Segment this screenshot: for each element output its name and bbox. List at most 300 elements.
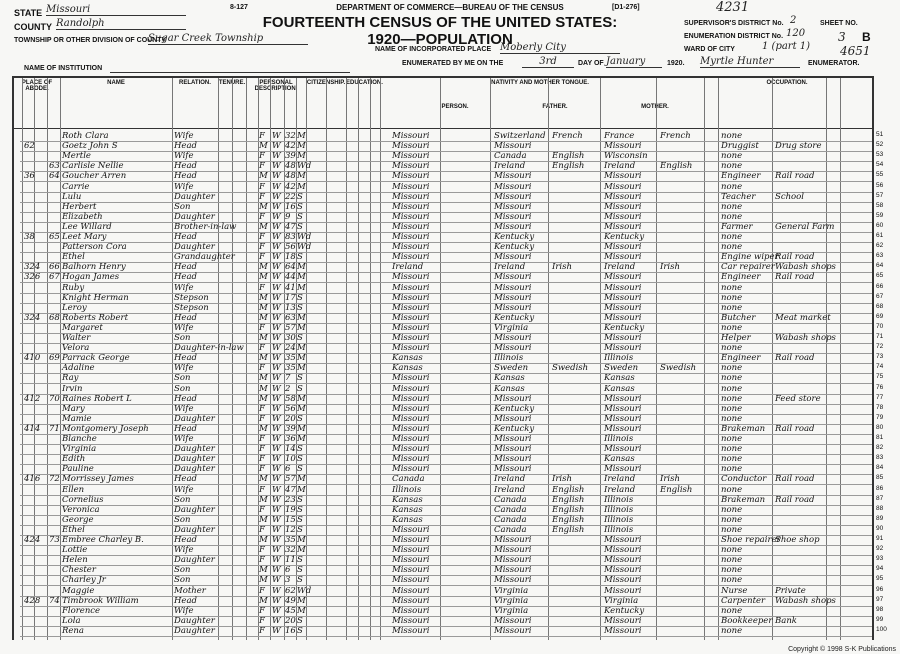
cell-name: Irvin	[62, 383, 83, 394]
cell-name: Roth Clara	[62, 131, 109, 141]
cell-rel: Daughter	[174, 625, 215, 636]
cell-rel: Daughter	[174, 444, 215, 455]
cell-fbp: Missouri	[494, 201, 532, 212]
enumerated-month: January	[606, 56, 662, 68]
cell-mbp: Missouri	[604, 393, 642, 404]
township-label: TOWNSHIP OR OTHER DIVISION OF COUNTY	[14, 37, 167, 44]
cell-ind: Rail road	[775, 171, 815, 182]
cell-house: 414	[24, 423, 41, 434]
cell-race: W	[272, 232, 281, 242]
cell-mt: English	[660, 161, 693, 172]
cell-ft: English	[552, 514, 585, 525]
cell-name: Elizabeth	[62, 211, 103, 222]
copyright-footer: Copyright © 1998 S-K Publications	[788, 646, 896, 653]
cell-fbp: Missouri	[494, 575, 532, 586]
cell-mbp: Missouri	[604, 585, 642, 596]
line-number: 80	[876, 423, 884, 431]
cell-ms: S	[297, 575, 303, 586]
cell-occ: none	[721, 434, 743, 444]
sub-mother: MOTHER.	[641, 104, 669, 110]
cell-fbp: Canada	[494, 151, 527, 162]
cell-age: 32	[285, 131, 296, 141]
cell-name: Mertle	[62, 151, 91, 162]
cell-rel: Head	[174, 393, 197, 404]
line-number: 74	[876, 363, 884, 371]
ref-code: [D1-276]	[612, 4, 640, 11]
cell-bp: Missouri	[392, 413, 430, 424]
cell-age: 56	[285, 403, 296, 414]
cell-rel: Daughter	[174, 242, 215, 253]
cell-occ: none	[721, 343, 743, 354]
cell-occ: none	[721, 444, 743, 455]
cell-bp: Missouri	[392, 211, 430, 222]
cell-race: W	[272, 393, 281, 404]
cell-sex: M	[259, 565, 268, 576]
cell-rel: Wife	[174, 363, 194, 374]
cell-age: 24	[285, 343, 296, 354]
cell-race: W	[272, 333, 281, 343]
cell-bp: Missouri	[392, 444, 430, 455]
cell-occ: none	[721, 161, 743, 172]
cell-fbp: Missouri	[494, 535, 532, 545]
cell-bp: Missouri	[392, 161, 430, 172]
cell-sex: F	[259, 484, 265, 495]
cell-ms: M	[297, 605, 306, 616]
cell-age: 15	[285, 514, 296, 525]
cell-mbp: Missouri	[604, 444, 642, 455]
cell-fbp: Canada	[494, 514, 527, 525]
cell-occ: none	[721, 363, 743, 374]
cell-fbp: Illinois	[494, 353, 524, 364]
cell-occ: Brakeman	[721, 494, 766, 505]
cell-name: Morrissey James	[62, 474, 134, 485]
cell-name: Helen	[62, 555, 88, 566]
cell-occ: none	[721, 403, 743, 414]
line-number: 92	[876, 545, 884, 553]
cell-mt: Irish	[660, 262, 680, 273]
cell-rel: Wife	[174, 282, 194, 293]
cell-sex: M	[259, 353, 268, 364]
cell-name: Knight Herman	[62, 292, 129, 303]
cell-occ: none	[721, 322, 743, 333]
cell-ms: S	[297, 565, 303, 576]
cell-ind: Bank	[775, 615, 797, 626]
state-value: Missouri	[46, 4, 186, 16]
cell-occ: Engineer	[721, 171, 761, 182]
cell-race: W	[272, 312, 281, 323]
cell-bp: Missouri	[392, 131, 430, 141]
cell-race: W	[272, 504, 281, 515]
cell-mbp: Missouri	[604, 302, 642, 313]
cell-bp: Missouri	[392, 605, 430, 616]
cell-mbp: Kentucky	[604, 322, 645, 333]
cell-bp: Missouri	[392, 555, 430, 566]
cell-age: 45	[285, 605, 296, 616]
cell-age: 57	[285, 322, 296, 333]
cell-race: W	[272, 545, 281, 556]
cell-ms: M	[297, 131, 306, 141]
cell-fbp: Missouri	[494, 545, 532, 556]
cell-mbp: Ireland	[604, 484, 636, 495]
county-value: Randolph	[56, 18, 186, 30]
cell-mbp: Missouri	[604, 535, 642, 545]
cell-rel: Head	[174, 474, 197, 485]
cell-name: George	[62, 514, 94, 525]
cell-mt: Swedish	[660, 363, 697, 374]
cell-race: W	[272, 272, 281, 283]
line-number: 95	[876, 575, 884, 583]
cell-mbp: Missouri	[604, 191, 642, 202]
cell-fbp: Missouri	[494, 211, 532, 222]
cell-ms: S	[297, 333, 303, 343]
col-nativity: NATIVITY AND MOTHER TONGUE.	[491, 80, 589, 86]
cell-rel: Wife	[174, 484, 194, 495]
cell-age: 6	[285, 565, 291, 576]
cell-name: Florence	[62, 605, 101, 616]
cell-occ: none	[721, 383, 743, 394]
cell-mbp: Kansas	[604, 373, 635, 384]
cell-sex: M	[259, 312, 268, 323]
cell-mbp: Missouri	[604, 242, 642, 253]
cell-bp: Missouri	[392, 464, 430, 475]
institution-blank	[110, 72, 350, 73]
line-number: 87	[876, 494, 884, 502]
cell-sex: M	[259, 302, 268, 313]
cell-ms: M	[297, 171, 306, 182]
cell-mbp: Missouri	[604, 565, 642, 576]
cell-race: W	[272, 484, 281, 495]
cell-race: W	[272, 555, 281, 566]
cell-bp: Kansas	[392, 363, 423, 374]
cell-name: Mamie	[62, 413, 92, 424]
cell-sex: F	[259, 555, 265, 566]
cell-bp: Kansas	[392, 504, 423, 515]
cell-fbp: Missouri	[494, 302, 532, 313]
cell-occ: none	[721, 454, 743, 465]
cell-race: W	[272, 373, 281, 384]
cell-name: Hogan James	[62, 272, 120, 283]
cell-mbp: Illinois	[604, 353, 634, 364]
cell-name: Lola	[62, 615, 81, 626]
cell-age: 47	[285, 484, 296, 495]
cell-name: Leroy	[62, 302, 87, 313]
cell-mbp: Missouri	[604, 343, 642, 354]
cell-house: 428	[24, 595, 41, 606]
cell-name: Chester	[62, 565, 96, 576]
cell-ms: S	[297, 524, 303, 535]
cell-age: 42	[285, 181, 296, 192]
cell-ms: M	[297, 393, 306, 404]
enumerated-day: 3rd	[522, 56, 574, 68]
ward-value: 1 (part 1)	[762, 41, 811, 52]
cell-mbp: Missouri	[604, 292, 642, 303]
cell-mt: English	[660, 484, 693, 495]
cell-mbp: Missouri	[604, 312, 642, 323]
cell-rel: Daughter	[174, 191, 215, 202]
cell-age: 14	[285, 444, 296, 455]
cell-bp: Missouri	[392, 383, 430, 394]
cell-race: W	[272, 302, 281, 313]
cell-ms: S	[297, 454, 303, 465]
line-number: 76	[876, 383, 884, 391]
cell-bp: Missouri	[392, 292, 430, 303]
cell-name: Veronica	[62, 504, 100, 515]
cell-mbp: Illinois	[604, 504, 634, 515]
cell-fbp: Canada	[494, 494, 527, 505]
cell-race: W	[272, 615, 281, 626]
cell-name: Ethel	[62, 252, 85, 263]
cell-race: W	[272, 474, 281, 485]
cell-name: Ruby	[62, 282, 85, 293]
cell-ms: S	[297, 514, 303, 525]
cell-mbp: Illinois	[604, 434, 634, 444]
cell-fbp: Kansas	[494, 373, 525, 384]
cell-sex: M	[259, 141, 268, 152]
cell-house: 62	[24, 141, 35, 152]
cell-fbp: Missouri	[494, 272, 532, 283]
line-number: 56	[876, 181, 884, 189]
cell-ind: Meat market	[775, 312, 831, 323]
cell-sex: F	[259, 625, 265, 636]
cell-bp: Missouri	[392, 434, 430, 444]
cell-rel: Wife	[174, 322, 194, 333]
cell-occ: Engineer	[721, 272, 761, 283]
cell-name: Charley Jr	[62, 575, 106, 586]
cell-bp: Missouri	[392, 423, 430, 434]
cell-fbp: Missouri	[494, 444, 532, 455]
cell-ind: Wabash shops	[775, 595, 836, 606]
cell-sex: F	[259, 363, 265, 374]
cell-mbp: Missouri	[604, 181, 642, 192]
cell-ft: English	[552, 484, 585, 495]
cell-rel: Mother	[174, 585, 206, 596]
line-number: 68	[876, 302, 884, 310]
cell-race: W	[272, 141, 281, 152]
cell-age: 17	[285, 292, 296, 303]
cell-bp: Illinois	[392, 484, 422, 495]
cell-name: Lottie	[62, 545, 88, 556]
cell-sex: F	[259, 151, 265, 162]
cell-rel: Daughter	[174, 555, 215, 566]
cell-ind: Feed store	[775, 393, 821, 404]
cell-name: Patterson Cora	[62, 242, 127, 253]
cell-race: W	[272, 565, 281, 576]
line-number: 83	[876, 454, 884, 462]
col-name: NAME	[107, 80, 125, 86]
cell-race: W	[272, 605, 281, 616]
cell-sex: F	[259, 464, 265, 475]
cell-ms: M	[297, 141, 306, 152]
cell-fbp: Missouri	[494, 454, 532, 465]
cell-bp: Missouri	[392, 615, 430, 626]
cell-ind: Rail road	[775, 272, 815, 283]
department-line: DEPARTMENT OF COMMERCE—BUREAU OF THE CENSUS	[336, 3, 564, 12]
cell-fbp: Missouri	[494, 625, 532, 636]
cell-ms: M	[297, 595, 306, 606]
cell-ms: S	[297, 413, 303, 424]
cell-mbp: Missouri	[604, 221, 642, 232]
cell-mbp: France	[604, 131, 635, 141]
cell-mbp: Missouri	[604, 403, 642, 414]
cell-age: 3	[285, 575, 291, 586]
cell-fam: 73	[49, 535, 60, 545]
cell-rel: Daughter	[174, 504, 215, 515]
cell-bp: Missouri	[392, 151, 430, 162]
year-text: 1920.	[667, 60, 685, 67]
cell-ft: English	[552, 524, 585, 535]
cell-sex: F	[259, 343, 265, 354]
cell-fbp: Missouri	[494, 191, 532, 202]
cell-occ: Engine wiper	[721, 252, 779, 263]
cell-mbp: Wisconsin	[604, 151, 648, 162]
cell-fbp: Ireland	[494, 161, 526, 172]
cell-ms: M	[297, 282, 306, 293]
cell-race: W	[272, 353, 281, 364]
cell-fbp: Missouri	[494, 555, 532, 566]
cell-name: Edith	[62, 454, 86, 465]
cell-occ: Nurse	[721, 585, 748, 596]
line-number: 66	[876, 282, 884, 290]
day-of-label: DAY OF	[578, 60, 604, 67]
cell-name: Timbrook William	[62, 595, 139, 606]
cell-sex: M	[259, 474, 268, 485]
cell-ms: S	[297, 252, 303, 263]
cell-sex: M	[259, 262, 268, 273]
cell-ind: Shoe shop	[775, 535, 820, 545]
cell-ms: S	[297, 211, 303, 222]
cell-sex: M	[259, 272, 268, 283]
cell-fbp: Ireland	[494, 262, 526, 273]
cell-house: 410	[24, 353, 41, 364]
cell-sex: M	[259, 333, 268, 343]
table-top-rule	[12, 76, 874, 78]
cell-mbp: Illinois	[604, 514, 634, 525]
cell-sex: M	[259, 423, 268, 434]
cell-rel: Stepson	[174, 292, 209, 303]
cell-ind: Wabash shops	[775, 333, 836, 343]
cell-fbp: Missouri	[494, 292, 532, 303]
sheet-side: B	[862, 30, 871, 44]
cell-bp: Missouri	[392, 575, 430, 586]
cell-age: 35	[285, 353, 296, 364]
cell-ft: Swedish	[552, 363, 589, 374]
cell-name: Lulu	[62, 191, 82, 202]
cell-sex: F	[259, 434, 265, 444]
cell-ms: S	[297, 221, 303, 232]
enumerator-label: ENUMERATOR.	[808, 60, 860, 67]
cell-occ: none	[721, 151, 743, 162]
cell-occ: none	[721, 292, 743, 303]
cell-race: W	[272, 292, 281, 303]
line-number: 88	[876, 504, 884, 512]
cell-occ: none	[721, 413, 743, 424]
cell-occ: none	[721, 393, 743, 404]
cell-ms: M	[297, 353, 306, 364]
cell-fbp: Virginia	[494, 585, 529, 596]
cell-name: Balhorn Henry	[62, 262, 126, 273]
cell-rel: Wife	[174, 131, 194, 141]
line-number: 100	[876, 625, 887, 633]
cell-house: 424	[24, 535, 41, 545]
cell-age: 22	[285, 191, 296, 202]
cell-mbp: Missouri	[604, 141, 642, 152]
cell-occ: none	[721, 131, 743, 141]
line-number: 93	[876, 555, 884, 563]
cell-mbp: Missouri	[604, 575, 642, 586]
cell-fbp: Missouri	[494, 141, 532, 152]
cell-occ: Druggist	[721, 141, 759, 152]
cell-ms: M	[297, 151, 306, 162]
cell-age: 41	[285, 282, 296, 293]
line-number: 91	[876, 535, 884, 542]
cell-fbp: Virginia	[494, 322, 529, 333]
cell-age: 64	[285, 262, 296, 273]
cell-ind: Rail road	[775, 252, 815, 263]
cell-race: W	[272, 322, 281, 333]
line-number: 85	[876, 474, 884, 482]
cell-sex: F	[259, 605, 265, 616]
form-code: 8-127	[230, 4, 248, 11]
cell-bp: Missouri	[392, 322, 430, 333]
cell-ft: Irish	[552, 474, 572, 485]
cell-mt: Irish	[660, 474, 680, 485]
cell-name: Virginia	[62, 444, 97, 455]
cell-house: 324	[24, 312, 41, 323]
cell-sex: F	[259, 181, 265, 192]
cell-rel: Son	[174, 494, 191, 505]
cell-ind: Rail road	[775, 353, 815, 364]
cell-sex: M	[259, 171, 268, 182]
cell-age: 2	[285, 383, 291, 394]
cell-sex: M	[259, 514, 268, 525]
cell-bp: Missouri	[392, 282, 430, 293]
cell-mt: French	[660, 131, 691, 141]
enumerated-label: ENUMERATED BY ME ON THE	[402, 60, 504, 67]
line-number: 98	[876, 605, 884, 613]
cell-mbp: Kentucky	[604, 232, 645, 242]
cell-rel: Head	[174, 353, 197, 364]
line-number: 90	[876, 524, 884, 532]
cell-house: 326	[24, 272, 41, 283]
cell-occ: none	[721, 373, 743, 384]
cell-age: 30	[285, 333, 296, 343]
cell-ind: School	[775, 191, 805, 202]
cell-sex: F	[259, 413, 265, 424]
cell-fbp: Missouri	[494, 252, 532, 263]
cell-ms: M	[297, 272, 306, 283]
cell-occ: none	[721, 565, 743, 576]
cell-name: Cornelius	[62, 494, 104, 505]
cell-age: 10	[285, 454, 296, 465]
cell-ft: Irish	[552, 262, 572, 273]
cell-house: 36	[24, 171, 35, 182]
cell-age: 9	[285, 211, 291, 222]
cell-name: Raines Robert L	[62, 393, 132, 404]
cell-name: Walter	[62, 333, 91, 343]
cell-sex: M	[259, 535, 268, 545]
cell-name: Maggie	[62, 585, 95, 596]
cell-age: 39	[285, 423, 296, 434]
cell-ms: S	[297, 615, 303, 626]
cell-rel: Daughter	[174, 211, 215, 222]
cell-occ: none	[721, 514, 743, 525]
cell-ms: Wd	[297, 232, 312, 242]
cell-age: 35	[285, 363, 296, 374]
cell-rel: Grandaughter	[174, 252, 235, 263]
sheet-label: SHEET NO.	[820, 20, 858, 27]
line-number: 58	[876, 201, 884, 209]
cell-mbp: Ireland	[604, 474, 636, 485]
